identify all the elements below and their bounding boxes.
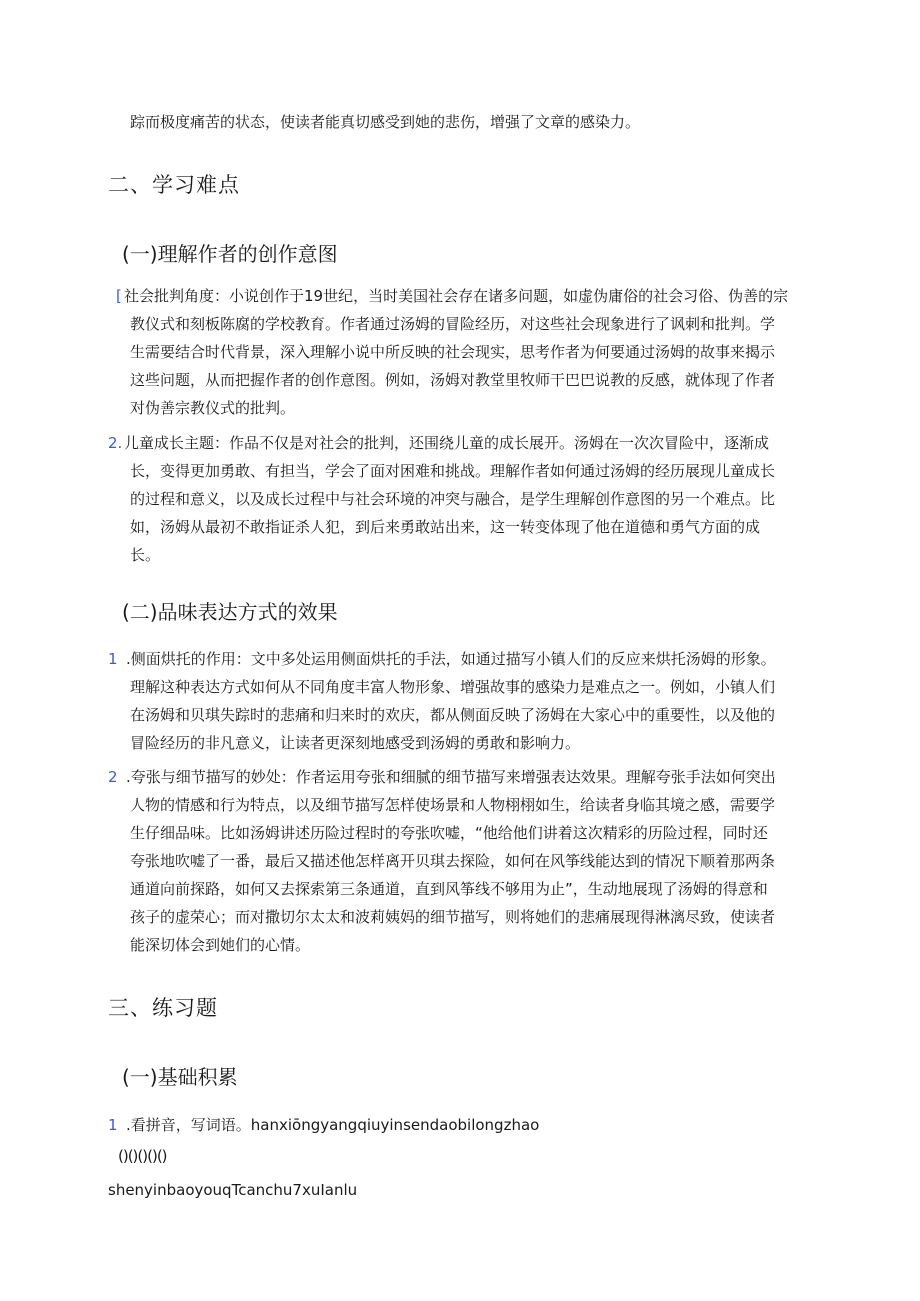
list-item-line: 生仔细品味。比如汤姆讲述历险过程时的夸张吹嘘，“他给他们讲着这次精彩的历险过程，同时还 — [130, 824, 768, 842]
list-item-line: .夸张与细节描写的妙处：作者运用夸张和细腻的细节描写来增强表达效果。理解夸张手法如何突出 — [126, 768, 776, 786]
list-item-line: 人物的情感和行为特点，以及细节描写怎样使场景和人物栩栩如生，给读者身临其境之感，需要学 — [130, 796, 776, 814]
answer-blanks: ()()()()() — [118, 1147, 167, 1165]
list-item-line: 这些问题，从而把握作者的创作意图。例如，汤姆对教堂里牧师干巴巴说教的反感，就体现了作者 — [130, 371, 776, 389]
list-item-line: 通道向前探路，如何又去探索第三条通道，直到风筝线不够用为止”，生动地展现了汤姆的得意和 — [130, 880, 768, 898]
subsection-title-expression: (二)品味表达方式的效果 — [122, 600, 338, 624]
list-item-line: 夸张地吹嘘了一番，最后又描述他怎样离开贝琪去探险，如何在风筝线能达到的情况下顺着那两条 — [130, 852, 776, 870]
list-item-line: 孩子的虚荣心；而对撒切尔太太和波莉姨妈的细节描写，则将她们的悲痛展现得淋漓尽致，使读者 — [130, 908, 776, 926]
list-item-line: 如，汤姆从最初不敢指证杀人犯，到后来勇敢站出来，这一转变体现了他在道德和勇气方面的成 — [130, 518, 761, 536]
list-item-line: 的过程和意义，以及成长过程中与社会环境的冲突与融合，是学生理解创作意图的另一个难点。比 — [130, 490, 776, 508]
list-item-line: 生需要结合时代背景，深入理解小说中所反映的社会现实，思考作者为何要通过汤姆的故事来揭示 — [130, 343, 776, 361]
list-item-line: 对伪善宗教仪式的批判。 — [130, 399, 296, 417]
subsection-title-intent: (一)理解作者的创作意图 — [122, 242, 338, 266]
list-marker: 1 — [108, 650, 118, 668]
list-item-line: 能深切体会到她们的心情。 — [130, 936, 311, 954]
subsection-title-basics: (一)基础积累 — [122, 1065, 238, 1089]
list-item-line: 理解这种表达方式如何从不同角度丰富人物形象、增强故事的感染力是难点之一。例如，小镇人们 — [130, 678, 776, 696]
section-title-exercises: 三、练习题 — [108, 996, 218, 1020]
list-item-line: 长，变得更加勇敢、有担当，学会了面对困难和挑战。理解作者如何通过汤姆的经历展现儿童成长 — [130, 462, 776, 480]
list-marker: [ — [116, 287, 122, 305]
list-item-line: 儿童成长主题：作品不仅是对社会的批判，还围绕儿童的成长展开。汤姆在一次次冒险中，逐渐成 — [124, 434, 770, 452]
list-marker: 2 — [108, 768, 118, 786]
list-item-line: 教仪式和刻板陈腐的学校教育。作者通过汤姆的冒险经历，对这些社会现象进行了讽刺和批判。学 — [130, 315, 776, 333]
list-item-line: 社会批判角度：小说创作于19世纪，当时美国社会存在诸多问题，如虚伪庸俗的社会习俗、伪善的宗 — [124, 287, 789, 305]
list-marker: 2. — [108, 434, 123, 452]
list-marker: 1 — [108, 1116, 118, 1134]
section-title-difficulties: 二、学习难点 — [108, 173, 240, 197]
exercise-prompt: .看拼音，写词语。hanxiōngyangqiuyinsendaobilongzhao — [126, 1116, 540, 1134]
list-item-line: .侧面烘托的作用：文中多处运用侧面烘托的手法，如通过描写小镇人们的反应来烘托汤姆的形象。 — [126, 650, 776, 668]
paragraph-continuation: 踪而极度痛苦的状态，使读者能真切感受到她的悲伤，增强了文章的感染力。 — [130, 113, 641, 131]
list-item-line: 冒险经历的非凡意义，让读者更深刻地感受到汤姆的勇敢和影响力。 — [130, 734, 581, 752]
pinyin-line: shenyinbaoyouqTcanchu7xuIanlu — [108, 1181, 358, 1199]
list-item-line: 在汤姆和贝琪失踪时的悲痛和归来时的欢庆，都从侧面反映了汤姆在大家心中的重要性，以及他的 — [130, 706, 776, 724]
list-item-line: 长。 — [130, 546, 161, 564]
